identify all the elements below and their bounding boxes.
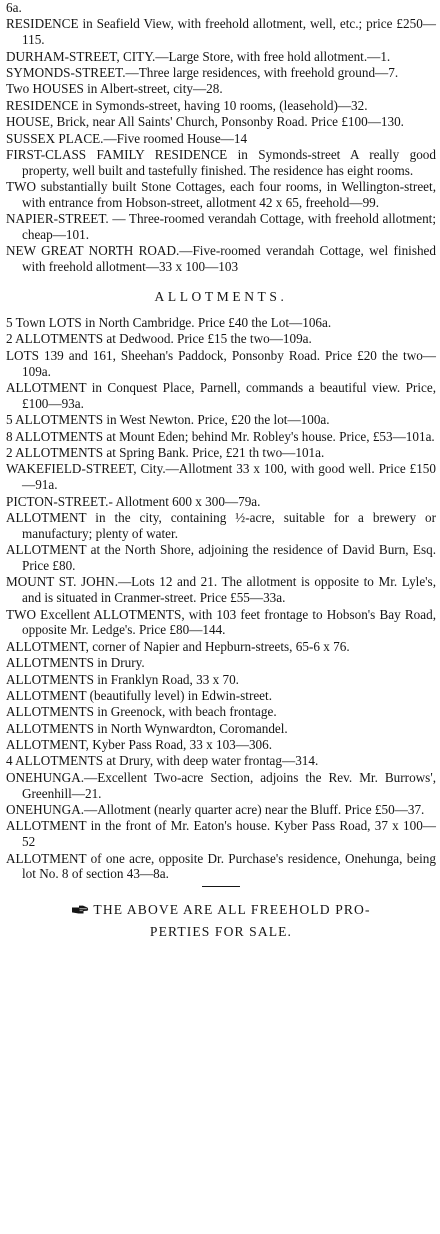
property-listing: TWO substantially built Stone Cottages, each four rooms, in Wellington-street, with entrance from Hobson-street, allotment 42 x 65, freehold—99. (6, 179, 436, 210)
allotment-listing: 4 ALLOTMENTS at Drury, with deep water frontag—314. (6, 753, 319, 769)
allotment-listing: TWO Excellent ALLOTMENTS, with 103 feet frontage to Hobson's Bay Road, opposite Mr. Ledge's. Price £80—144. (6, 606, 436, 638)
property-listing: SYMONDS-STREET.—Three large residences, with freehold ground—7. (6, 64, 399, 80)
allotment-listing: MOUNT ST. JOHN.—Lots 12 and 21. The allotment is opposite to Mr. Lyle's, and is situated in Cranmer-street. Price £55—33a. (6, 574, 436, 606)
allotment-listing: ALLOTMENT at the North Shore, adjoining the residence of David Burn, Esq. Price £80. (6, 542, 436, 573)
allotment-listing: ONEHUNGA.—Allotment (nearly quarter acre) near the Bluff. Price £50—37. (6, 802, 425, 818)
property-listing: RESIDENCE in Symonds-street, having 10 rooms, (leasehold)—32. (6, 97, 368, 113)
allotment-listing: ALLOTMENT, Kyber Pass Road, 33 x 103—306. (6, 737, 273, 753)
allotment-listing: ONEHUNGA.—Excellent Two-acre Section, adjoins the Rev. Mr. Burrows', Greenhill—21. (6, 769, 436, 801)
allotment-listing: PICTON-STREET.- Allotment 600 x 300—79a. (6, 493, 261, 509)
allotment-listing: ALLOTMENTS in Greenock, with beach frontage. (6, 704, 277, 720)
section-divider (202, 886, 240, 887)
allotment-listing: 2 ALLOTMENTS at Spring Bank. Price, £21 th two—101a. (6, 445, 325, 461)
allotments-heading: ALLOTMENTS. (154, 289, 288, 305)
property-listing: SUSSEX PLACE.—Five roomed House—14 (6, 130, 248, 146)
allotment-listing: ALLOTMENT in Conquest Place, Parnell, commands a beautiful view. Price, £100—93a. (6, 380, 436, 411)
allotment-listing: ALLOTMENT in the city, containing ½-acre, suitable for a brewery or manufactury; plenty of water. (6, 509, 436, 541)
property-listing: DURHAM-STREET, CITY.—Large Store, with free hold allotment.—1. (6, 48, 391, 64)
allotment-listing: 8 ALLOTMENTS at Mount Eden; behind Mr. Robley's house. Price, £53—101a. (6, 428, 435, 444)
allotment-listing: 2 ALLOTMENTS at Dedwood. Price £15 the two—109a. (6, 331, 312, 347)
allotment-listing: WAKEFIELD-STREET, City.—Allotment 33 x 100, with good well. Price £150—91a. (6, 461, 436, 493)
allotment-listing: LOTS 139 and 161, Sheehan's Paddock, Ponsonby Road. Price £20 the two—109a. (6, 347, 436, 379)
pointing-hand-icon (71, 904, 89, 915)
allotment-listing: ALLOTMENT (beautifully level) in Edwin-street. (6, 687, 272, 703)
allotment-listing: 5 Town LOTS in North Cambridge. Price £40 the Lot—106a. (6, 315, 332, 331)
allotments-list (6, 315, 436, 882)
freehold-note-line-2: PERTIES FOR SALE. (149, 924, 293, 940)
freehold-note-line-1 (6, 899, 436, 921)
allotment-listing: ALLOTMENTS in Drury. (6, 655, 145, 671)
allotment-listing: ALLOTMENTS in Franklyn Road, 33 x 70. (6, 671, 239, 687)
property-listing: HOUSE, Brick, near All Saints' Church, Ponsonby Road. Price £100—130. (6, 114, 404, 130)
property-listing: NEW GREAT NORTH ROAD.—Five-roomed verandah Cottage, wel finished with freehold allotment—33 x 100—103 (6, 243, 436, 275)
freehold-note (6, 899, 436, 943)
property-listing: RESIDENCE in Seafield View, with freehold allotment, well, etc.; price £250—115. (6, 16, 436, 48)
allotment-listing: ALLOTMENT in the front of Mr. Eaton's house. Kyber Pass Road, 37 x 100—52 (6, 818, 436, 850)
property-listing: NAPIER-STREET. — Three-roomed verandah Cottage, with freehold allotment; cheap—101. (6, 211, 436, 243)
property-listing: 6a. (6, 0, 22, 15)
allotment-listing: ALLOTMENT, corner of Napier and Hepburn-streets, 65-6 x 76. (6, 638, 350, 654)
allotment-listing: ALLOTMENT of one acre, opposite Dr. Purchase's residence, Onehunga, being lot No. 8 of section 43—8a. (6, 850, 436, 882)
freehold-note-text-1: THE ABOVE ARE ALL FREEHOLD PRO- (93, 902, 371, 918)
property-listing: FIRST-CLASS FAMILY RESIDENCE in Symonds-street A really good property, well built and tastefully finished. The residence has eight rooms. (6, 146, 436, 178)
properties-list (6, 0, 436, 275)
allotment-listing: ALLOTMENTS in North Wynwardton, Coromandel. (6, 720, 288, 736)
allotment-listing: 5 ALLOTMENTS in West Newton. Price, £20 the lot—100a. (6, 412, 330, 428)
property-listing: Two HOUSES in Albert-street, city—28. (6, 81, 223, 97)
